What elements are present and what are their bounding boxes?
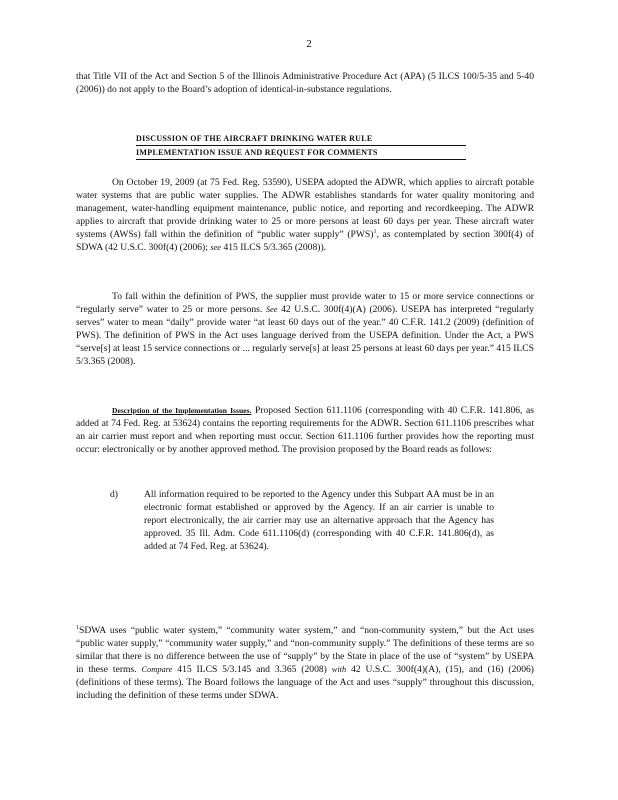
pws-paragraph-text-1: To fall within the definition of PWS, the supplier must provide water to 15 or more service connections or “regularly serve” water to 25 or more persons. — [76, 291, 534, 315]
with-signal: with — [331, 665, 347, 674]
section-heading — [136, 132, 466, 160]
adwr-paragraph-text-2: , as contemplated by section 300f(4) of SDWA (42 U.S.C. 300f(4) (2006); — [76, 229, 534, 253]
run-in-heading: Description of the Implementation Issues. — [112, 406, 252, 415]
intro-paragraph: that Title VII of the Act and Section 5 of the Illinois Administrative Procedure Act (APA) (5 ILCS 100/5-35 and 5-40 (2006)) do not apply to the Board’s adoption of identical-in-substance regulations. — [76, 71, 534, 95]
footnote — [76, 624, 534, 702]
description-paragraph — [76, 404, 534, 456]
section-heading-line-1: DISCUSSION OF THE AIRCRAFT DRINKING WATER RULE — [136, 132, 466, 146]
footnote-text-2: 415 ILCS 5/3.145 and 3.365 (2008) — [177, 664, 327, 675]
subsection-text: All information required to be reported to the Agency under this Subpart AA must be in an electronic format established or approved by the Agency. If an air carrier is unable to report electronically, the air carrier may use an alternative approach that the Agency has approved. 35 Ill. Adm. Code 611.1106(d) (corresponding with 40 C.F.R. 141.806(d), as added at 74 Fed. Reg. at 53624). — [144, 489, 494, 552]
footnote-text-3: 42 U.S.C. 300f(4)(A), (15), and (16) (2006) (definitions of these terms). The Board follows the language of the Act and uses “supply” throughout this discussion, including the definition of these terms under SDWA. — [76, 664, 534, 701]
compare-signal: Compare — [141, 665, 173, 674]
adwr-paragraph-text-3: 415 ILCS 5/3.365 (2008)). — [223, 242, 327, 253]
pws-paragraph-text-2: 42 U.S.C. 300f(4)(A) (2006). USEPA has interpreted “regularly serves” water to mean “daily” provide water “at least 60 days out of the year.” 40 C.F.R. 141.2 (2009) (definition of PWS). The definition of PWS in the Act uses language derived from the USEPA definition. Under the Act, a PWS “serve[s] at least 15 service connections or ... regularly serve[s] at least 25 persons at least 60 days per year.” 415 ILCS 5/3.365 (2008). — [76, 304, 534, 367]
footnote-text-1: SDWA uses “public water system,” “community water system,” and “non-community system,” but the Act uses “public water supply,” “community water supply,” and “non-community supply.” The definitions of these terms are so similar that there is no difference between the use of “supply” by the State in place of the use of “system” by USEPA in these terms. — [76, 625, 534, 675]
section-heading-line-2: IMPLEMENTATION ISSUE AND REQUEST FOR COMMENTS — [136, 146, 466, 160]
see-signal: See — [265, 305, 278, 314]
description-paragraph-text: Proposed Section 611.1106 (corresponding with 40 C.F.R. 141.806, as added at 74 Fed. Reg. at 53624) contains the reporting requirements for the ADWR. Section 611.1106 prescribes what an air carrier must report and when reporting must occur. Section 611.1106 further provides how the reporting must occur: electronically or by another approved method. The provision proposed by the Board reads as follows: — [76, 405, 534, 455]
page-number: 2 — [306, 38, 312, 50]
adwr-paragraph — [76, 176, 534, 254]
adwr-paragraph-text-1: On October 19, 2009 (at 75 Fed. Reg. 53590), USEPA adopted the ADWR, which applies to aircraft potable water systems that are public water supplies. The ADWR establishes standards for water quality monitoring and management, water-handling equipment maintenance, public notice, and reporting and recordkeeping. The ADWR applies to aircraft that provide drinking water to 25 or more persons at least 60 days per year. These aircraft water systems (AWSs) fall within the definition of “public water supply” (PWS) — [76, 177, 534, 240]
see-signal: see — [210, 243, 222, 252]
subsection-label: d) — [110, 489, 118, 500]
footnote-marker: 1 — [76, 624, 79, 631]
footnote-reference: 1 — [373, 228, 377, 235]
pws-paragraph — [76, 290, 534, 368]
